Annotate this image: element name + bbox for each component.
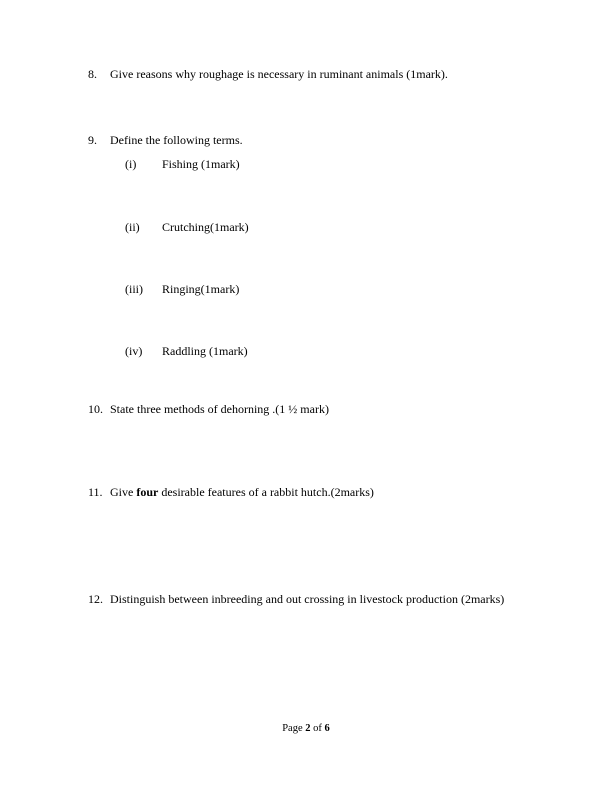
question-11-number: 11.: [88, 485, 103, 499]
question-9-item-iii: [125, 282, 239, 297]
question-10-number: 10.: [88, 402, 103, 416]
question-12-number: 12.: [88, 592, 103, 606]
page-footer-of: of: [310, 723, 325, 734]
question-12: [88, 592, 504, 607]
question-11-text-post: desirable features of a rabbit hutch.(2marks): [158, 485, 374, 499]
question-8-number: 8.: [88, 67, 97, 81]
question-9-item-i-text: Fishing (1mark): [162, 157, 240, 171]
page-footer-label: Page: [282, 723, 306, 734]
question-11-text-pre: Give: [110, 485, 137, 499]
question-8: [88, 67, 448, 82]
question-9-item-ii: [125, 220, 249, 235]
question-8-text: Give reasons why roughage is necessary in ruminant animals (1mark).: [110, 67, 448, 81]
question-9-item-iv: [125, 344, 248, 359]
question-9: [88, 133, 243, 148]
question-10: [88, 402, 329, 417]
page-footer-current: 2: [305, 723, 311, 734]
page-footer: [0, 723, 612, 734]
question-9-item-iii-text: Ringing(1mark): [162, 282, 240, 296]
question-9-item-iv-numeral: (iv): [125, 344, 143, 358]
page-footer-total: 6: [324, 723, 330, 734]
question-10-text: State three methods of dehorning .(1 ½ mark): [110, 402, 329, 416]
question-9-item-iv-text: Raddling (1mark): [162, 344, 248, 358]
question-9-item-ii-numeral: (ii): [125, 220, 140, 234]
question-9-item-i-numeral: (i): [125, 157, 137, 171]
question-9-item-i: [125, 157, 240, 172]
question-11-text-bold: four: [136, 485, 159, 499]
question-9-item-iii-numeral: (iii): [125, 282, 143, 296]
question-9-text: Define the following terms.: [110, 133, 243, 147]
question-12-text: Distinguish between inbreeding and out crossing in livestock production (2marks): [110, 592, 505, 606]
question-9-item-ii-text: Crutching(1mark): [162, 220, 249, 234]
question-11: [88, 485, 374, 500]
question-9-number: 9.: [88, 133, 97, 147]
